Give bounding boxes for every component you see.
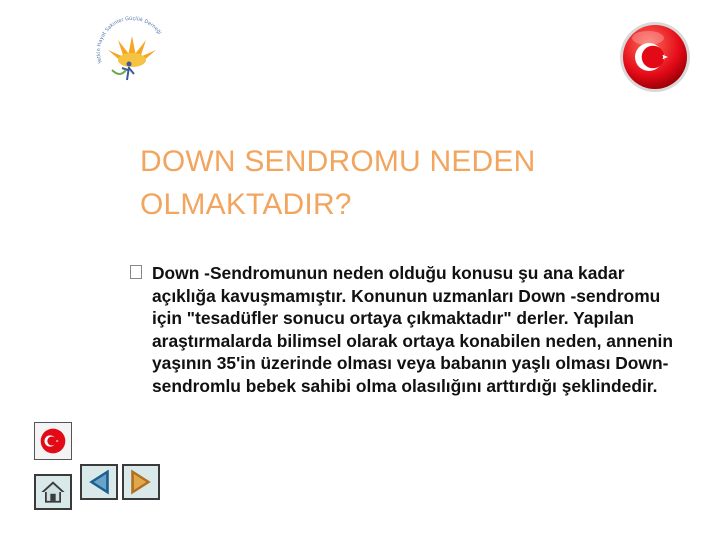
slide-title [140, 140, 660, 226]
logo-text: Yetkin Hayat Sakinler Güçlük Derneği [95, 15, 163, 65]
association-logo-icon [82, 8, 182, 98]
small-turkish-flag-icon [35, 423, 71, 459]
bullet-text: Down -Sendromunun neden olduğu konusu şu ana kadar açıklığa kavuşmamıştır. Konunun uzmanları Down -sendromu için "tesadüfler sonucu ortaya çıkmaktadır" derler. Yapılan araştırmalarda bilimsel olarak ortaya konabilen neden, annenin yaşının 35'in üzerinde olması veya babanın yaşlı olması Down-sendromlu bebek sahibi olma olasılığını arttırdığı şeklindedir. [152, 263, 673, 396]
next-button[interactable] [122, 464, 160, 500]
previous-arrow-icon [82, 466, 116, 498]
bullet-marker-icon [130, 265, 142, 279]
home-button[interactable] [34, 474, 72, 510]
next-arrow-icon [124, 466, 158, 498]
bullet-item [130, 262, 690, 397]
title-line-1: DOWN SENDROMU NEDEN [140, 145, 536, 178]
small-turkish-flag-button[interactable] [34, 422, 72, 460]
home-icon [36, 476, 70, 508]
previous-button[interactable] [80, 464, 118, 500]
title-line-2: OLMAKTADIR? [140, 188, 352, 221]
turkish-flag-icon [618, 20, 692, 94]
